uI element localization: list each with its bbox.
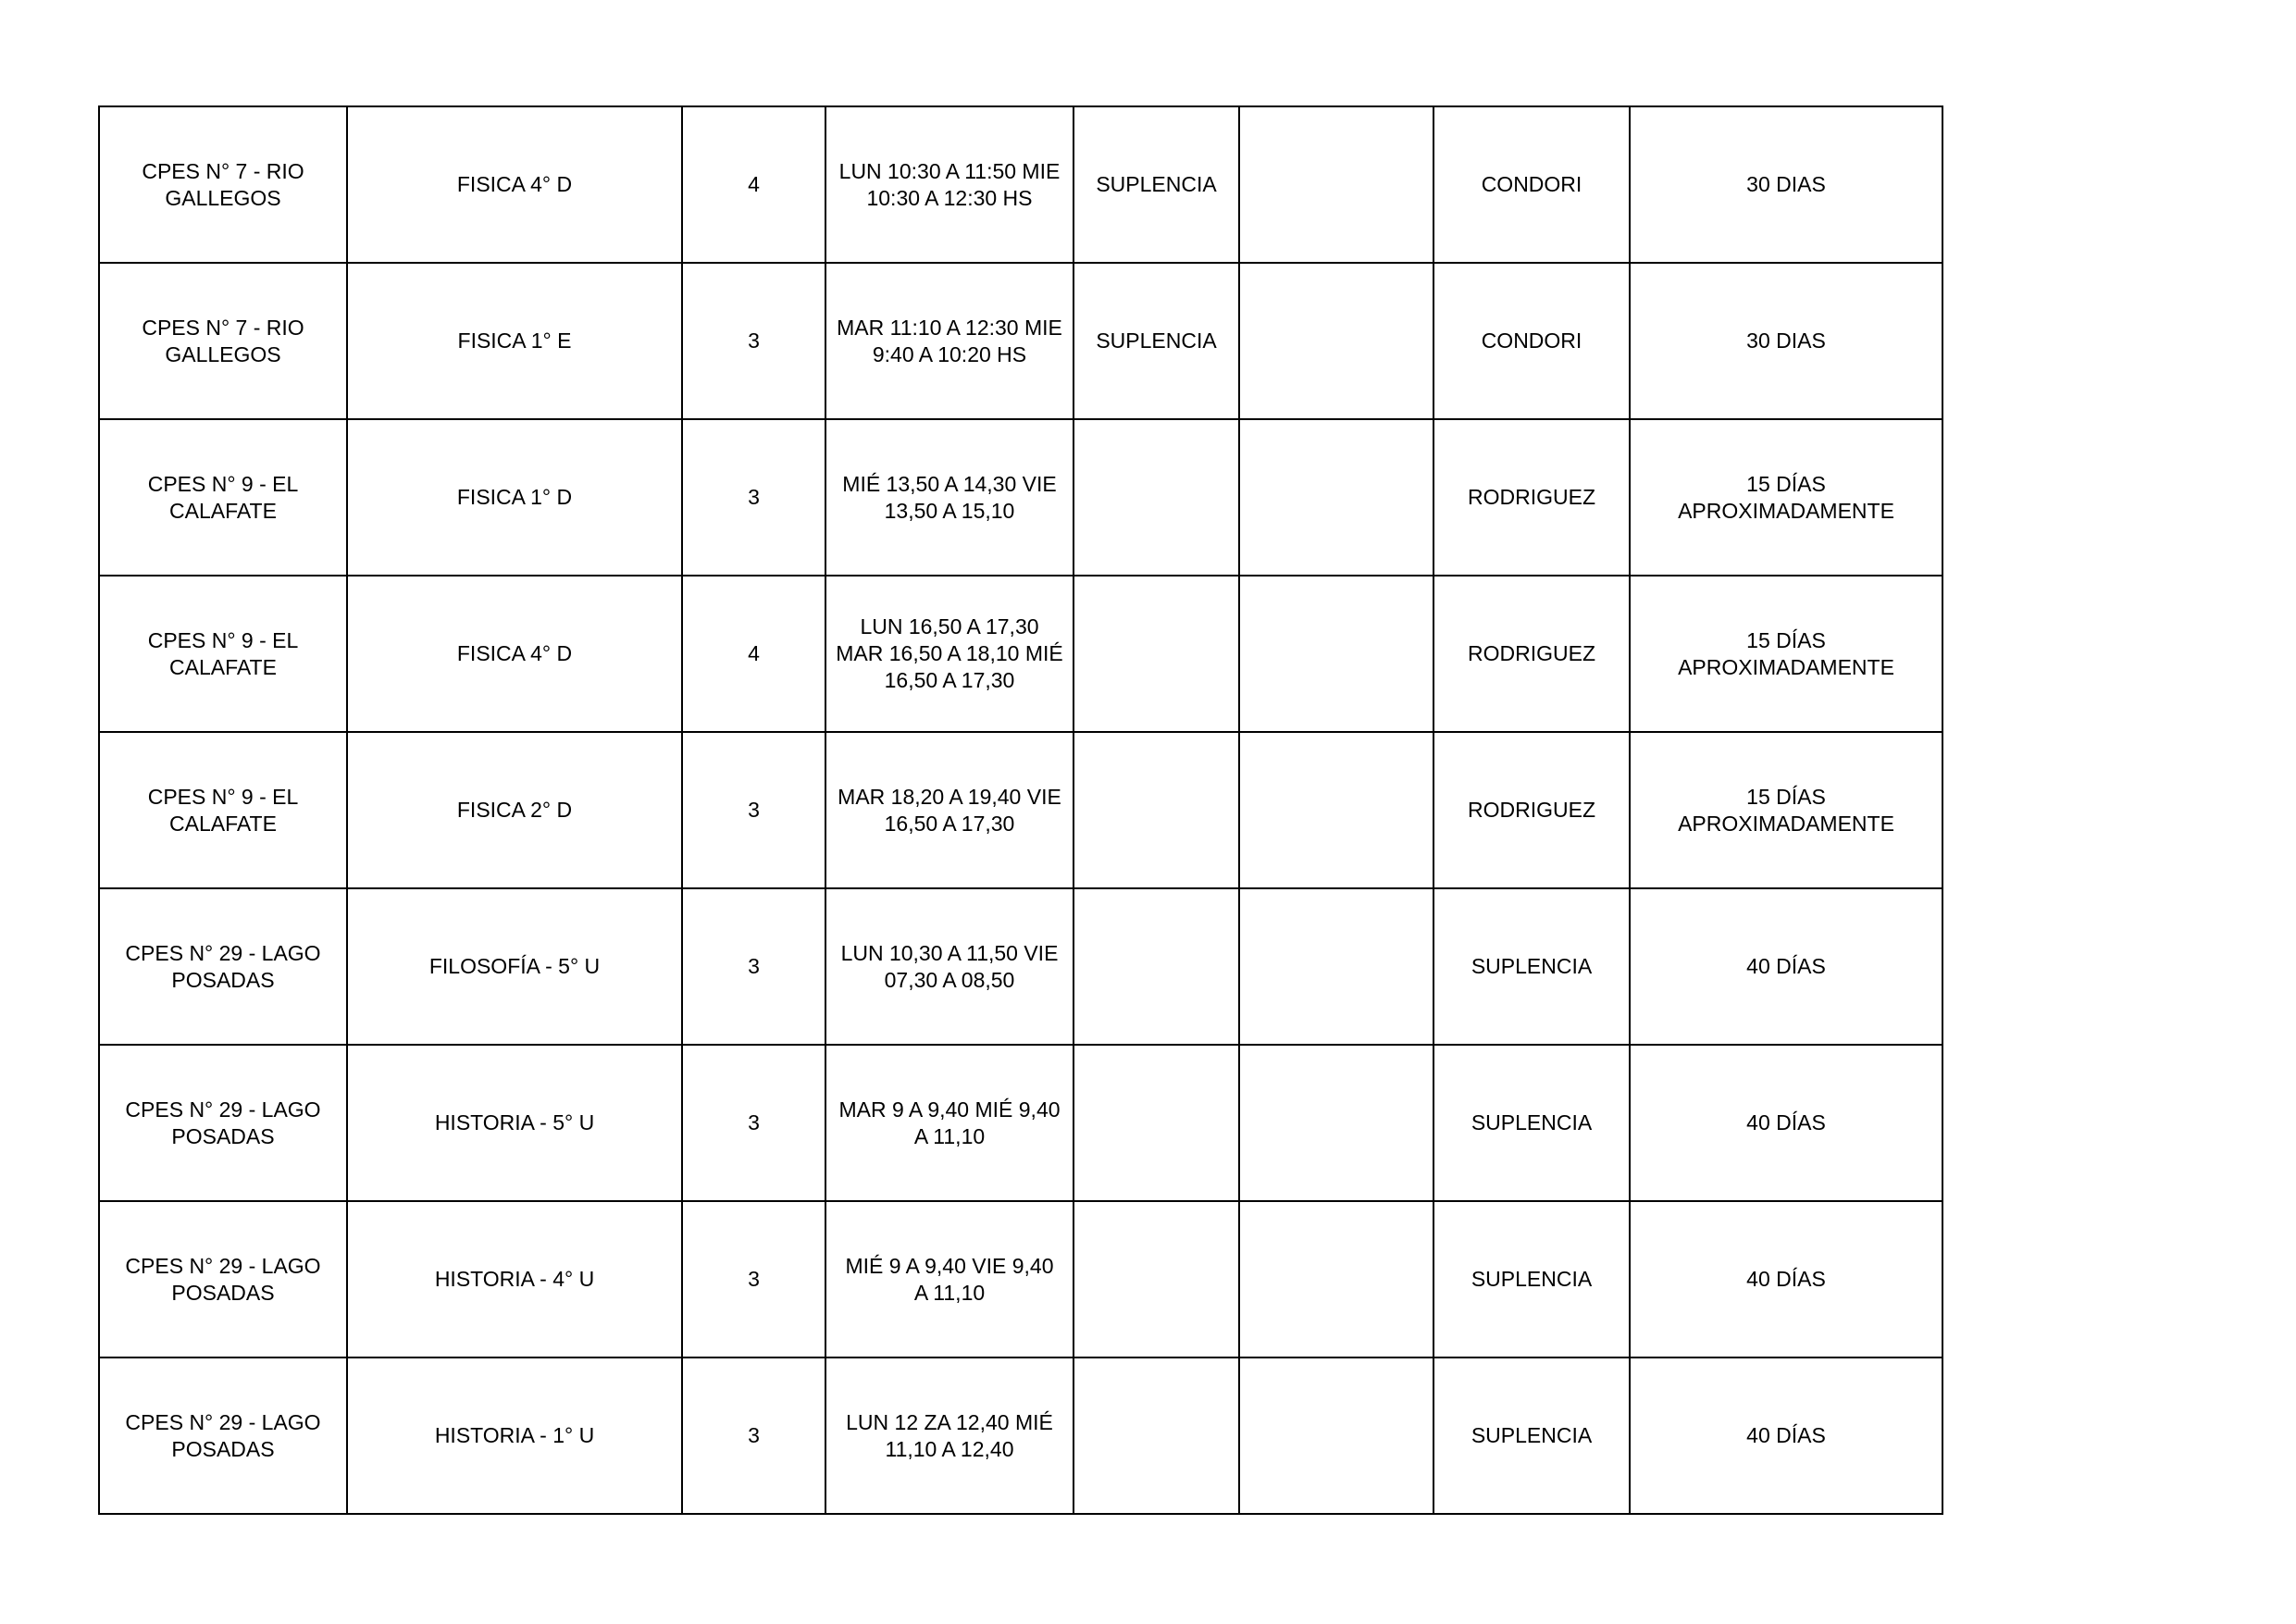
schedule-cell: MIÉ 13,50 A 14,30 VIE 13,50 A 15,10 [825, 419, 1074, 576]
teacher-cell: SUPLENCIA [1433, 1357, 1630, 1514]
schedule-cell: LUN 16,50 A 17,30 MAR 16,50 A 18,10 MIÉ 16,50 A 17,30 [825, 576, 1074, 732]
subject-cell: HISTORIA - 1° U [347, 1357, 682, 1514]
schedule-cell: LUN 10:30 A 11:50 MIE 10:30 A 12:30 HS [825, 106, 1074, 263]
table-row [99, 1201, 1942, 1357]
table-row [99, 106, 1942, 263]
table-row [99, 419, 1942, 576]
hours-cell: 3 [682, 1201, 825, 1357]
teacher-cell: RODRIGUEZ [1433, 732, 1630, 888]
empty-cell [1239, 263, 1433, 419]
empty-cell [1239, 419, 1433, 576]
schedule-cell: LUN 10,30 A 11,50 VIE 07,30 A 08,50 [825, 888, 1074, 1045]
type-cell [1074, 1045, 1239, 1201]
empty-cell [1239, 1201, 1433, 1357]
teacher-cell: SUPLENCIA [1433, 1201, 1630, 1357]
school-cell: CPES N° 9 - EL CALAFATE [99, 576, 347, 732]
subject-cell: FISICA 2° D [347, 732, 682, 888]
empty-cell [1239, 576, 1433, 732]
hours-cell: 3 [682, 732, 825, 888]
subject-cell: FISICA 1° E [347, 263, 682, 419]
type-cell [1074, 732, 1239, 888]
type-cell [1074, 1357, 1239, 1514]
teacher-cell: RODRIGUEZ [1433, 576, 1630, 732]
duration-cell: 30 DIAS [1630, 106, 1942, 263]
subject-cell: HISTORIA - 5° U [347, 1045, 682, 1201]
duration-cell: 30 DIAS [1630, 263, 1942, 419]
school-cell: CPES N° 29 - LAGO POSADAS [99, 1201, 347, 1357]
table-row [99, 1045, 1942, 1201]
hours-cell: 3 [682, 419, 825, 576]
duration-cell: 40 DÍAS [1630, 1045, 1942, 1201]
subject-cell: FISICA 4° D [347, 106, 682, 263]
hours-cell: 3 [682, 263, 825, 419]
table-body [99, 106, 1942, 1514]
subject-cell: HISTORIA - 4° U [347, 1201, 682, 1357]
hours-cell: 4 [682, 106, 825, 263]
school-cell: CPES N° 29 - LAGO POSADAS [99, 1045, 347, 1201]
teacher-cell: SUPLENCIA [1433, 1045, 1630, 1201]
duration-cell: 40 DÍAS [1630, 1201, 1942, 1357]
schedule-cell: MAR 9 A 9,40 MIÉ 9,40 A 11,10 [825, 1045, 1074, 1201]
school-cell: CPES N° 9 - EL CALAFATE [99, 732, 347, 888]
school-cell: CPES N° 7 - RIO GALLEGOS [99, 263, 347, 419]
subject-cell: FISICA 4° D [347, 576, 682, 732]
schedule-cell: MAR 18,20 A 19,40 VIE 16,50 A 17,30 [825, 732, 1074, 888]
table-row [99, 732, 1942, 888]
vacancy-table [98, 105, 1943, 1515]
school-cell: CPES N° 29 - LAGO POSADAS [99, 1357, 347, 1514]
empty-cell [1239, 1045, 1433, 1201]
type-cell: SUPLENCIA [1074, 263, 1239, 419]
school-cell: CPES N° 29 - LAGO POSADAS [99, 888, 347, 1045]
schedule-cell: LUN 12 ZA 12,40 MIÉ 11,10 A 12,40 [825, 1357, 1074, 1514]
empty-cell [1239, 888, 1433, 1045]
school-cell: CPES N° 7 - RIO GALLEGOS [99, 106, 347, 263]
schedule-cell: MIÉ 9 A 9,40 VIE 9,40 A 11,10 [825, 1201, 1074, 1357]
empty-cell [1239, 106, 1433, 263]
type-cell [1074, 888, 1239, 1045]
school-cell: CPES N° 9 - EL CALAFATE [99, 419, 347, 576]
type-cell [1074, 1201, 1239, 1357]
empty-cell [1239, 1357, 1433, 1514]
type-cell: SUPLENCIA [1074, 106, 1239, 263]
type-cell [1074, 419, 1239, 576]
teacher-cell: CONDORI [1433, 263, 1630, 419]
subject-cell: FILOSOFÍA - 5° U [347, 888, 682, 1045]
schedule-cell: MAR 11:10 A 12:30 MIE 9:40 A 10:20 HS [825, 263, 1074, 419]
duration-cell: 40 DÍAS [1630, 888, 1942, 1045]
duration-cell: 40 DÍAS [1630, 1357, 1942, 1514]
hours-cell: 3 [682, 888, 825, 1045]
table-row [99, 576, 1942, 732]
duration-cell: 15 DÍAS APROXIMADAMENTE [1630, 419, 1942, 576]
empty-cell [1239, 732, 1433, 888]
teacher-cell: SUPLENCIA [1433, 888, 1630, 1045]
hours-cell: 4 [682, 576, 825, 732]
table-row [99, 888, 1942, 1045]
table-row [99, 1357, 1942, 1514]
duration-cell: 15 DÍAS APROXIMADAMENTE [1630, 732, 1942, 888]
table-row [99, 263, 1942, 419]
teacher-cell: RODRIGUEZ [1433, 419, 1630, 576]
duration-cell: 15 DÍAS APROXIMADAMENTE [1630, 576, 1942, 732]
teacher-cell: CONDORI [1433, 106, 1630, 263]
hours-cell: 3 [682, 1357, 825, 1514]
subject-cell: FISICA 1° D [347, 419, 682, 576]
hours-cell: 3 [682, 1045, 825, 1201]
type-cell [1074, 576, 1239, 732]
